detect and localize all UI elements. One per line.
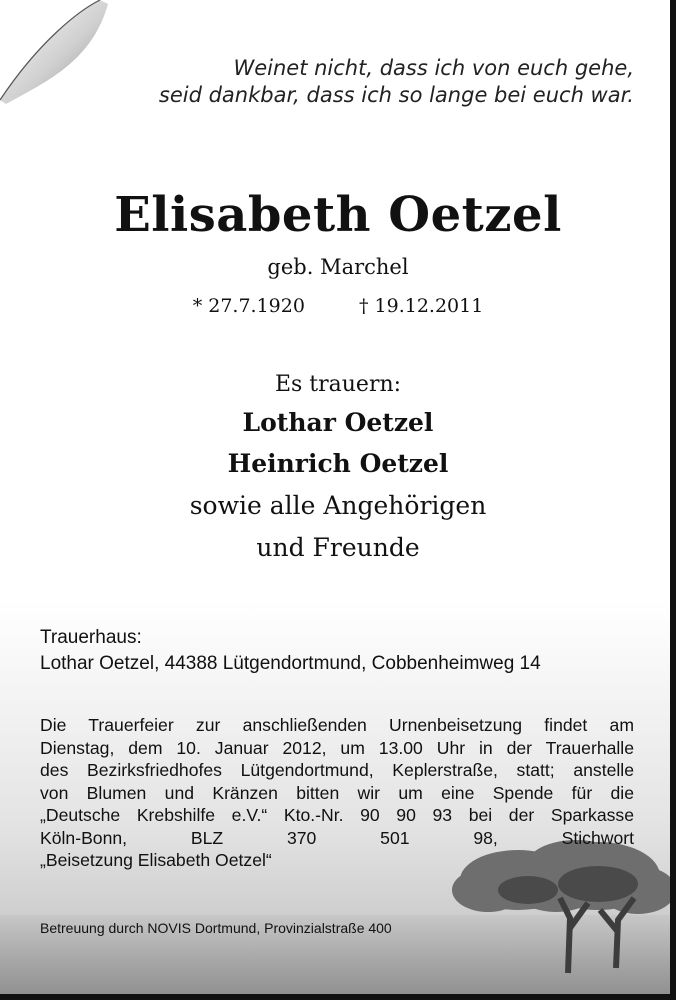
undertaker-credit: Betreuung durch NOVIS Dortmund, Provinzialstraße 400 (40, 920, 392, 936)
bottom-border (0, 994, 676, 1000)
deceased-name: Elisabeth Oetzel (114, 187, 562, 243)
ceremony-paragraph (40, 714, 634, 872)
mourning-house-address: Lothar Oetzel, 44388 Lütgendortmund, Cobbenheimweg 14 (40, 653, 541, 674)
memorial-quote (74, 55, 634, 109)
ceremony-line: Köln-Bonn, BLZ 370 501 98, Stichwort (40, 827, 634, 848)
ceremony-line: Dienstag, dem 10. Januar 2012, um 13.00 Uhr in der Trauerhalle (40, 737, 634, 758)
ceremony-line: von Blumen und Kränzen bitten wir um eine Spende für die (40, 782, 634, 803)
birth-date: * 27.7.1920 (192, 295, 305, 317)
quote-line-2: seid dankbar, dass ich so lange bei euch war. (158, 83, 634, 107)
mourner-name: Heinrich Oetzel (227, 449, 449, 478)
ceremony-line: „Deutsche Krebshilfe e.V.“ Kto.-Nr. 90 90 93 bei der Sparkasse (40, 805, 634, 825)
death-date: † 19.12.2011 (358, 295, 484, 317)
life-dates (0, 295, 676, 317)
mourners-intro: Es trauern: (274, 372, 402, 397)
quote-line-1: Weinet nicht, dass ich von euch gehe, (233, 56, 634, 80)
other-mourners-line-1: sowie alle Angehörigen (189, 491, 487, 520)
mourning-house-label: Trauerhaus: (40, 627, 142, 648)
right-border (670, 0, 676, 1000)
ceremony-line: „Beisetzung Elisabeth Oetzel“ (40, 850, 272, 870)
mourner-name: Lothar Oetzel (242, 408, 434, 437)
ceremony-line: Die Trauerfeier zur anschließenden Urnenbeisetzung findet am (40, 715, 634, 735)
other-mourners-line-2: und Freunde (256, 533, 420, 562)
ceremony-line: des Bezirksfriedhofes Lütgendortmund, Keplerstraße, statt; anstelle (40, 760, 634, 780)
maiden-name: geb. Marchel (267, 255, 409, 279)
